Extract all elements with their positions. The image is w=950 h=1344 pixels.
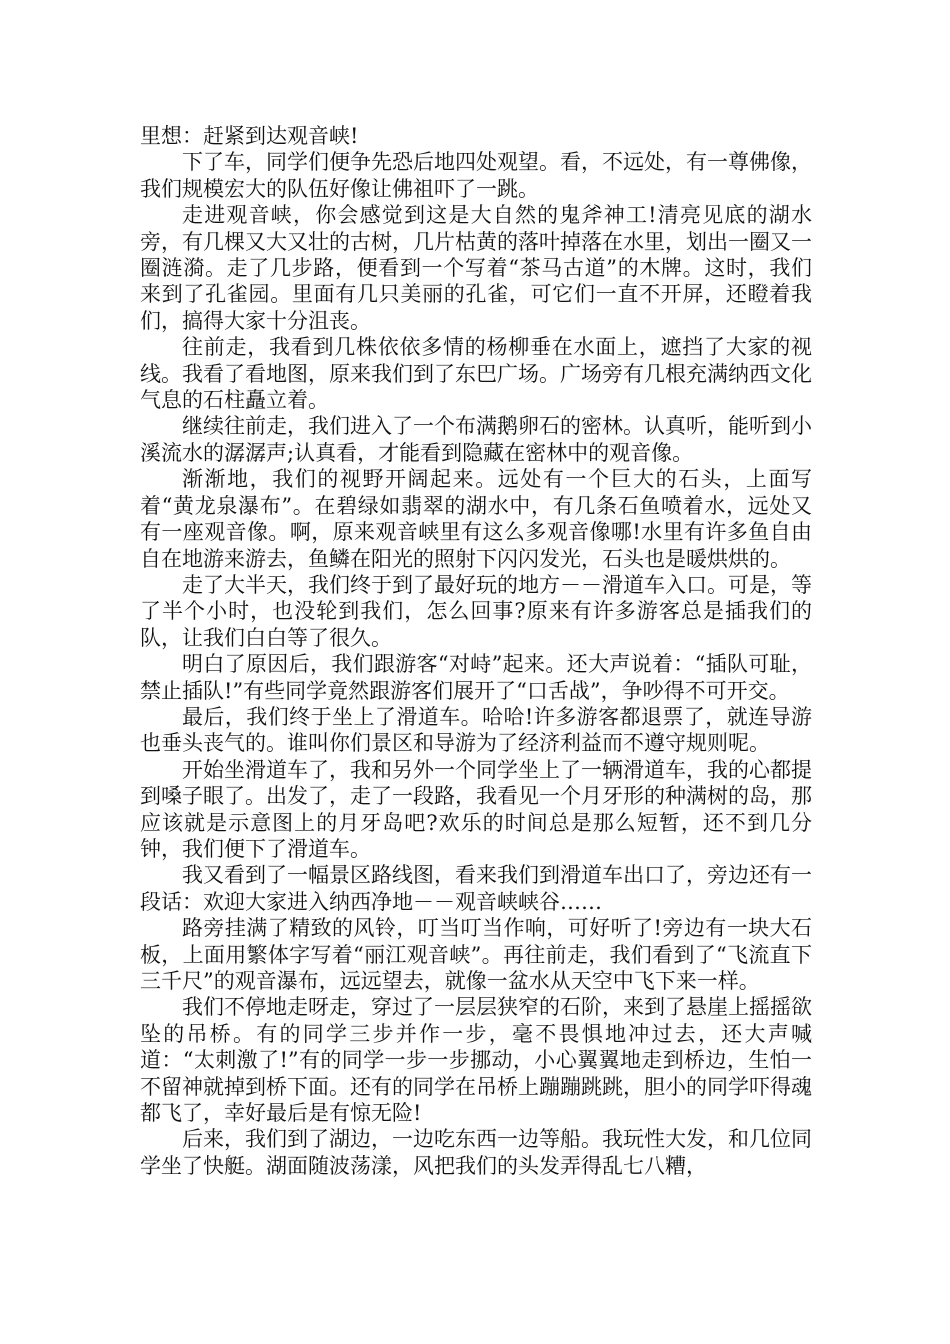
document-page xyxy=(140,123,812,1179)
paragraph-7: 走了大半天，我们终于到了最好玩的地方－－滑道车入口。可是，等了半个小时，也没轮到我们，怎么回事?原来有许多游客总是插我们的队，让我们白白等了很久。 xyxy=(140,572,812,650)
paragraph-6: 渐渐地，我们的视野开阔起来。远处有一个巨大的石头，上面写着“黄龙泉瀑布”。在碧绿如翡翠的湖水中，有几条石鱼喷着水，远处又有一座观音像。啊，原来观音峡里有这么多观音像哪!水里有许多鱼自由自在地游来游去，鱼鳞在阳光的照射下闪闪发光，石头也是暖烘烘的。 xyxy=(140,467,812,571)
paragraph-5: 继续往前走，我们进入了一个布满鹅卵石的密林。认真听，能听到小溪流水的潺潺声;认真看，才能看到隐藏在密林中的观音像。 xyxy=(140,414,812,465)
paragraph-3: 走进观音峡，你会感觉到这是大自然的鬼斧神工!清亮见底的湖水旁，有几棵又大又壮的古树，几片枯黄的落叶掉落在水里，划出一圈又一圈涟漪。走了几步路，便看到一个写着“茶马古道”的木牌。这时，我们来到了孔雀园。里面有几只美丽的孔雀，可它们一直不开屏，还瞪着我们，搞得大家十分沮丧。 xyxy=(140,203,812,333)
paragraph-12: 路旁挂满了精致的风铃，叮当叮当作响，可好听了!旁边有一块大石板，上面用繁体字写着“丽江观音峡”。再往前走，我们看到了“飞流直下三千尺”的观音瀑布，远远望去，就像一盆水从天空中飞下来一样。 xyxy=(140,916,812,993)
paragraph-10: 开始坐滑道车了，我和另外一个同学坐上了一辆滑道车，我的心都提到嗓子眼了。出发了，走了一段路，我看见一个月牙形的种满树的岛，那应该就是示意图上的月牙岛吧?欢乐的时间总是那么短暂，还不到几分钟，我们便下了滑道车。 xyxy=(140,757,812,861)
paragraph-9: 最后，我们终于坐上了滑道车。哈哈!许多游客都退票了，就连导游也垂头丧气的。谁叫你们景区和导游为了经济利益而不遵守规则呢。 xyxy=(140,704,812,756)
paragraph-8: 明白了原因后，我们跟游客“对峙”起来。还大声说着：“插队可耻，禁止插队!”有些同学竟然跟游客们展开了“口舌战”，争吵得不可开交。 xyxy=(140,652,812,703)
paragraph-2: 下了车，同学们便争先恐后地四处观望。看，不远处，有一尊佛像，我们规模宏大的队伍好像让佛祖吓了一跳。 xyxy=(140,150,812,201)
paragraph-4: 往前走，我看到几株依依多情的杨柳垂在水面上，遮挡了大家的视线。我看了看地图，原来我们到了东巴广场。广场旁有几根充满纳西文化气息的石柱矗立着。 xyxy=(140,335,812,413)
paragraph-1: 里想：赶紧到达观音峡! xyxy=(140,124,359,148)
paragraph-11: 我又看到了一幅景区路线图，看来我们到滑道车出口了，旁边还有一段话：欢迎大家进入纳西净地－－观音峡峡谷…… xyxy=(140,863,812,914)
paragraph-13: 我们不停地走呀走，穿过了一层层狭窄的石阶，来到了悬崖上摇摇欲坠的吊桥。有的同学三步并作一步，毫不畏惧地冲过去，还大声喊道：“太刺激了!”有的同学一步一步挪动，小心翼翼地走到桥边，生怕一不留神就掉到桥下面。还有的同学在吊桥上蹦蹦跳跳，胆小的同学吓得魂都飞了，幸好最后是有惊无险! xyxy=(140,995,812,1126)
paragraph-14: 后来，我们到了湖边，一边吃东西一边等船。我玩性大发，和几位同学坐了快艇。湖面随波荡漾，风把我们的头发弄得乱七八糟， xyxy=(140,1127,812,1178)
